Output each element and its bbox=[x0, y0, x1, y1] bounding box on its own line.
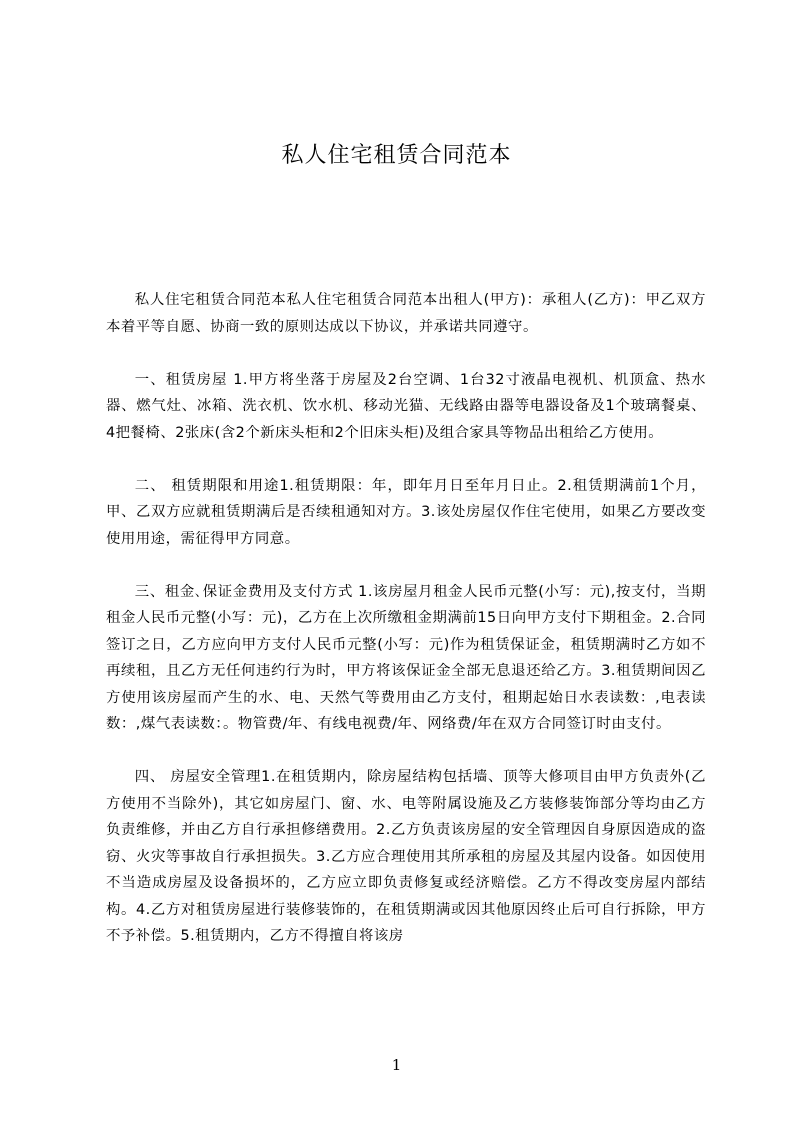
paragraph-section-1-leased-premises: 一、租赁房屋 1.甲方将坐落于房屋及2台空调、1台32寸液晶电视机、机顶盒、热水器、燃气灶、冰箱、洗衣机、饮水机、移动光猫、无线路由器等电器设备及1个玻璃餐桌、4把餐椅、2张床(含2个新床头柜和2个旧床头柜)及组合家具等物品出租给乙方使用。 bbox=[106, 371, 706, 441]
paragraph-section-4-safety-management: 四、 房屋安全管理1.在租赁期内，除房屋结构包括墙、顶等大修项目由甲方负责外(乙方使用不当除外)，其它如房屋门、窗、水、电等附属设施及乙方装修装饰部分等均由乙方负责维修，并由乙方自行承担修缮费用。2.乙方负责该房屋的安全管理因自身原因造成的盗窃、火灾等事故自行承担损失。3.乙方应合理使用其所承租的房屋及其屋内设备。如因使用不当造成房屋及设备损坏的，乙方应立即负责修复或经济赔偿。乙方不得改变房屋内部结构。4.乙方对租赁房屋进行装修装饰的，在租赁期满或因其他原因终止后可自行拆除，甲方不予补偿。5.租赁期内，乙方不得擅自将该房 bbox=[106, 769, 706, 944]
document-title: 私人住宅租赁合同范本 bbox=[281, 143, 512, 168]
page-number: 1 bbox=[391, 1056, 402, 1074]
paragraph-section-2-term-and-use: 二、 租赁期限和用途1.租赁期限：年，即年月日至年月日止。2.租赁期满前1个月，甲、乙双方应就租赁期满后是否续租通知对方。3.该处房屋仅作住宅使用，如果乙方要改变使用用途，需征得甲方同意。 bbox=[106, 477, 706, 547]
paragraph-intro: 私人住宅租赁合同范本私人住宅租赁合同范本出租人(甲方)：承租人(乙方)：甲乙双方本着平等自愿、协商一致的原则达成以下协议，并承诺共同遵守。 bbox=[106, 292, 706, 335]
paragraph-section-3-rent-and-deposit: 三、租金､保证金费用及支付方式 1.该房屋月租金人民币元整(小写：元),按支付，当期租金人民币元整(小写：元)，乙方在上次所缴租金期满前15日向甲方支付下期租金。2.合同签订之日，乙方应向甲方支付人民币元整(小写：元)作为租赁保证金，租赁期满时乙方如不再续租，且乙方无任何违约行为时，甲方将该保证金全部无息退还给乙方。3.租赁期间因乙方使用该房屋而产生的水、电、天然气等费用由乙方支付，租期起始日水表读数：,电表读数：,煤气表读数：。物管费/年、有线电视费/年、网络费/年在双方合同签订时由支付。 bbox=[106, 583, 706, 732]
document-body bbox=[106, 287, 706, 976]
